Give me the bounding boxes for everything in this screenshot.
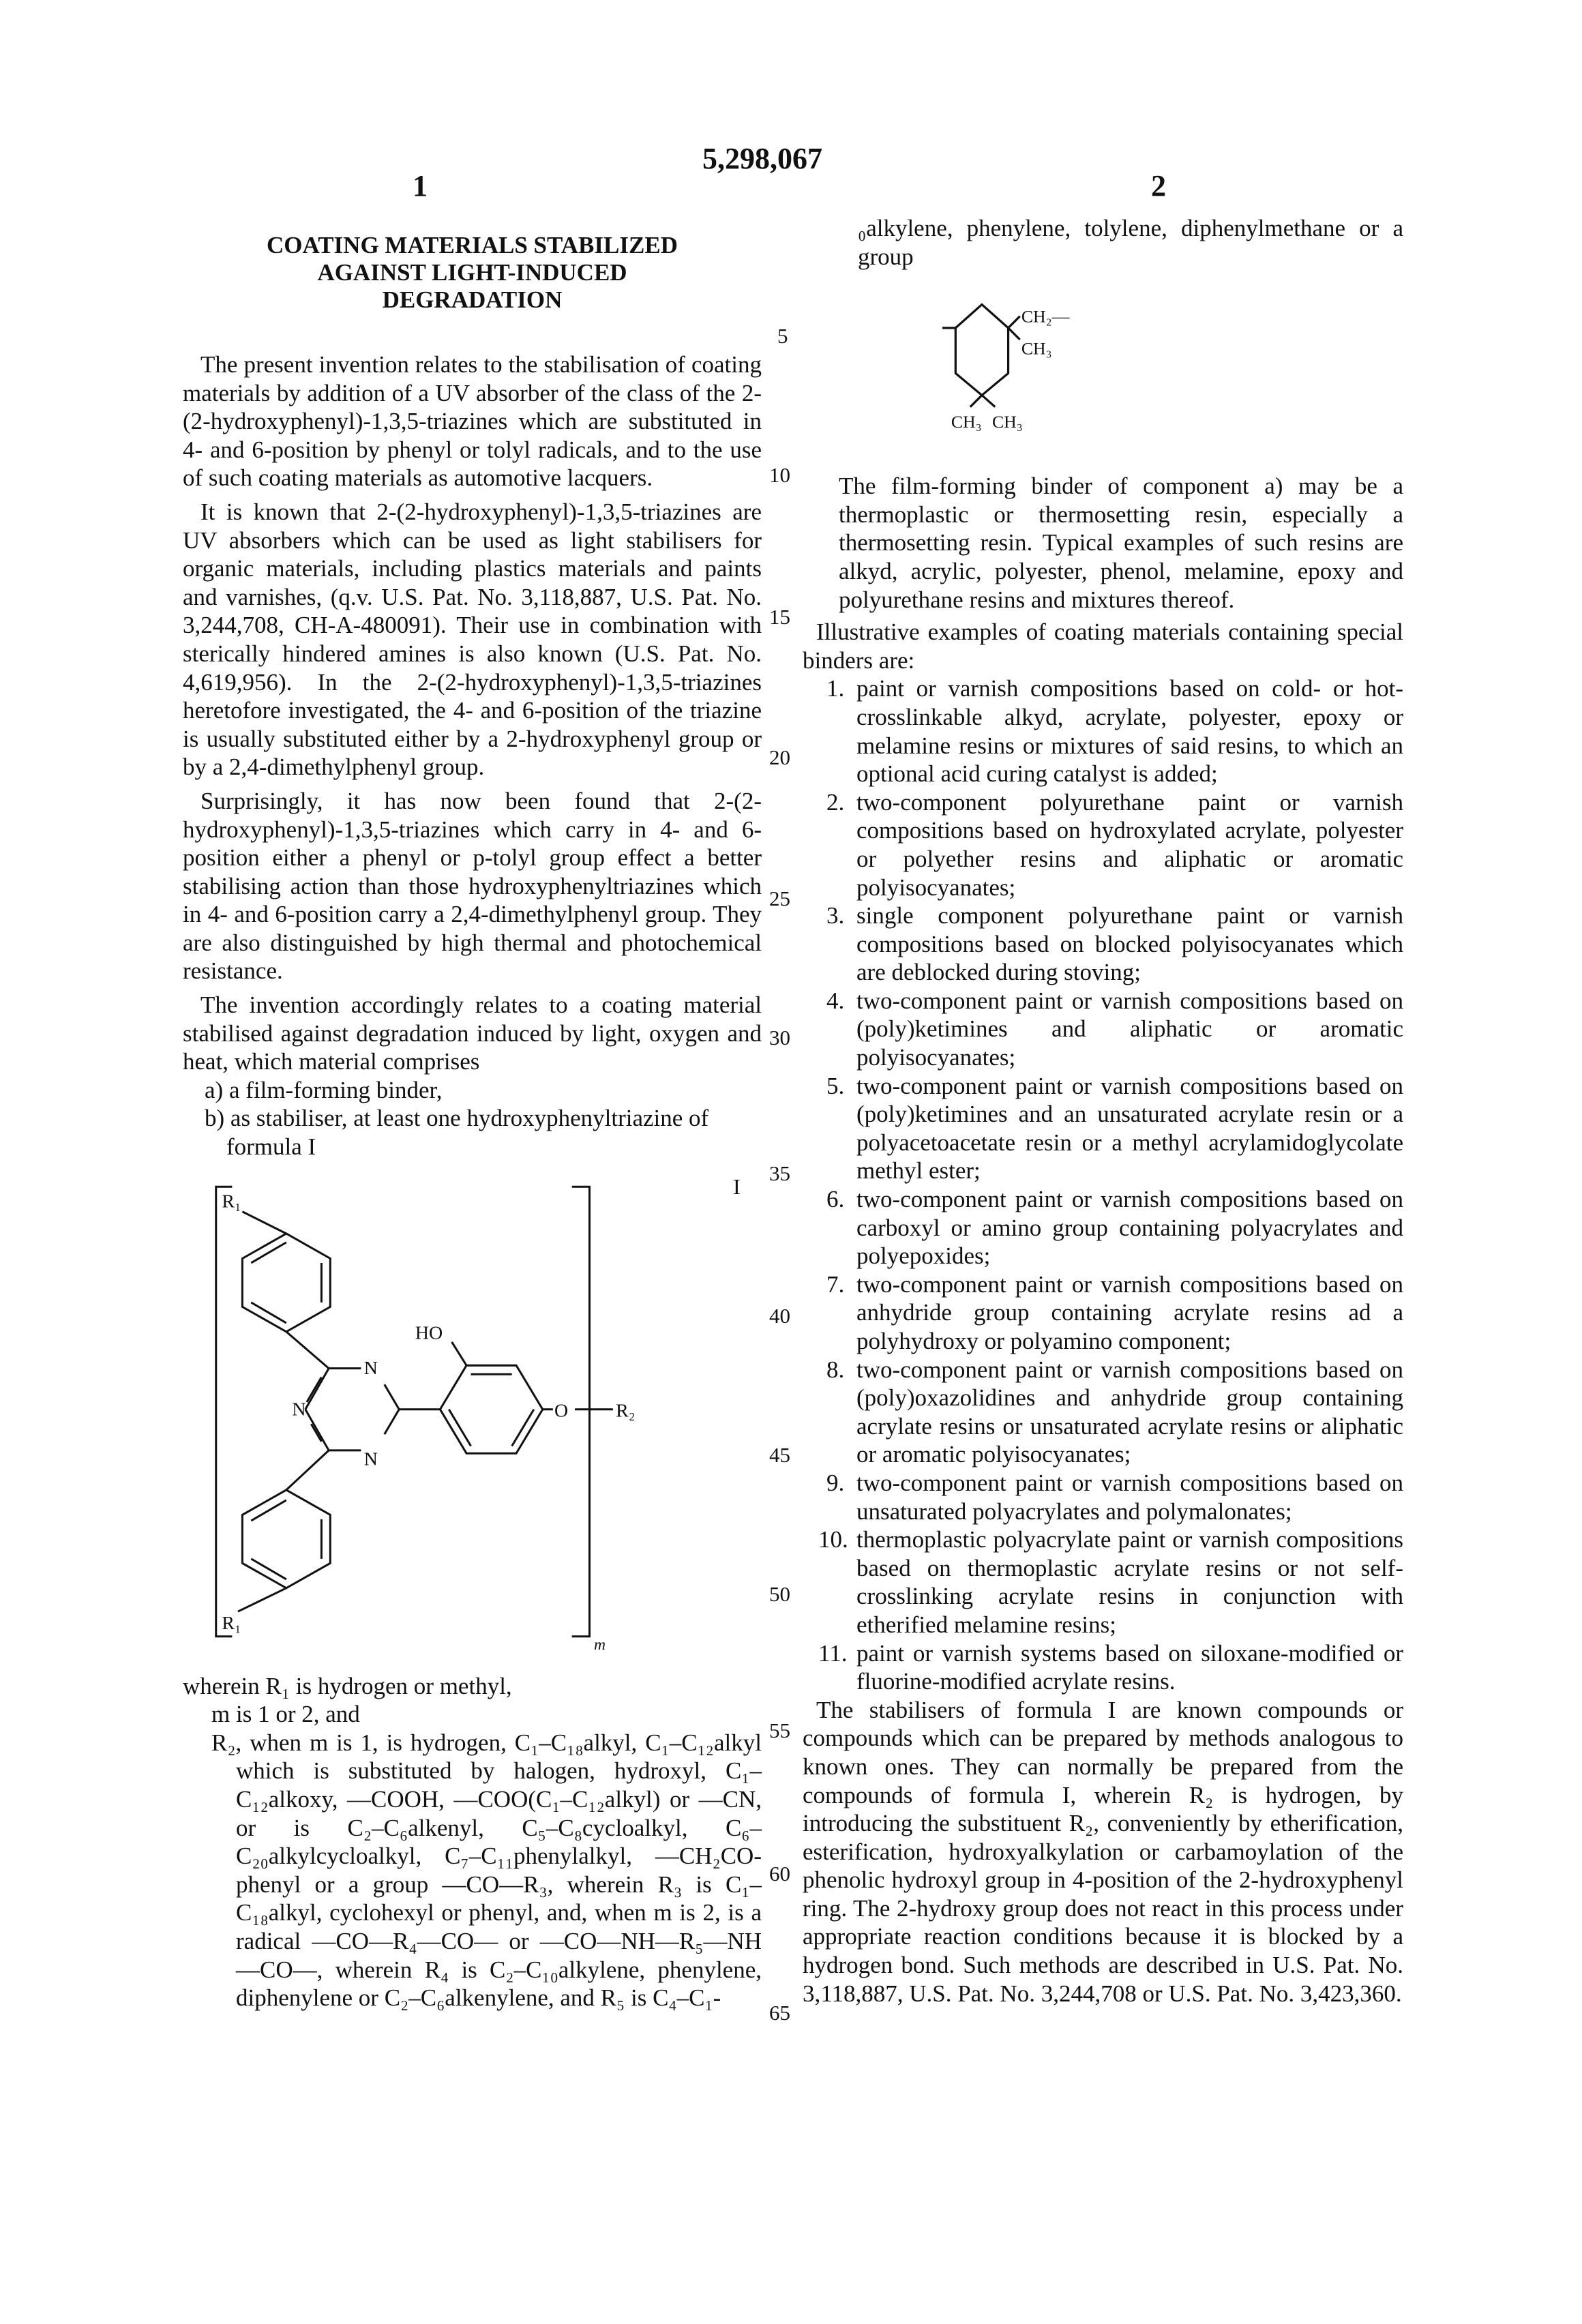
line-number: 45 xyxy=(769,1441,790,1470)
paragraph-invention: The invention accordingly relates to a coating material stabilised against degradation induced by light, oxygen and heat, which material comprises xyxy=(183,991,762,1076)
continued-definition: ₀alkylene, phenylene, tolylene, diphenylmethane or a group xyxy=(803,214,1403,271)
line-number: 35 xyxy=(769,1159,790,1188)
formula-ho: HO xyxy=(415,1322,443,1343)
paragraph-binder: The film-forming binder of component a) may be a thermoplastic or thermosetting resin, especially a thermosetting resin. Typical examples of such resins are alkyd, acrylic, polyester, phenol, melamine, epoxy and polyurethane resins and mixtures thereof. xyxy=(839,472,1403,614)
list-item: 4. two-component paint or varnish compositions based on (poly)ketimines and aliphatic or aromatic polyisocyanates; xyxy=(826,987,1403,1072)
column-number-left: 1 xyxy=(413,172,428,200)
formula-m: m xyxy=(594,1636,606,1654)
binder-list xyxy=(826,674,1403,1695)
list-item: 1. paint or varnish compositions based on cold- or hot-crosslinkable alkyd, acrylate, polyester, epoxy or melamine resins or mixtures of said resins, to which an optional acid curing catalyst is added; xyxy=(826,674,1403,788)
line-number: 60 xyxy=(769,1860,790,1888)
right-column xyxy=(803,214,1403,2008)
paragraph-prior-art: It is known that 2-(2-hydroxyphenyl)-1,3,5-triazines are UV absorbers which can be used as light stabilisers for organic materials, including plastics materials and paints and varnishes, (q.v. U.S. Pat. No. 3,118,887, U.S. Pat. No. 3,244,708, CH-A-480091). Their use in combination with sterically hindered amines is also known (U.S. Pat. No. 4,619,956). In the 2-(2-hydroxyphenyl)-1,3,5-triazines heretofore investigated, the 4- and 6-position of the triazine is usually substituted either by a 2-hydroxyphenyl group or by a 2,4-dimethylphenyl group. xyxy=(183,498,762,781)
paragraph-finding: Surprisingly, it has now been found that 2-(2-hydroxyphenyl)-1,3,5-triazines which carry in 4- and 6-position either a phenyl or p-tolyl group effect a better stabilising action than those hydroxyphenyltriazines which in 4- and 6-position carry a 2,4-dimethylphenyl group. They are also distinguished by high thermal and photochemical resistance. xyxy=(183,787,762,985)
paragraph-examples-intro: Illustrative examples of coating materials containing special binders are: xyxy=(803,618,1403,674)
list-item: 11. paint or varnish systems based on siloxane-modified or fluorine-modified acrylate resins. xyxy=(826,1639,1403,1696)
formula-n3: N xyxy=(364,1448,378,1470)
formula-i-structure xyxy=(169,1175,762,1658)
group-ch2: CH₂— xyxy=(1021,306,1070,326)
formula-n1: N xyxy=(364,1358,378,1379)
list-item: 7. two-component paint or varnish compositions based on anhydride group containing acrylate resins ad a polyhydroxy or polyamino component; xyxy=(826,1270,1403,1356)
definition-r1: wherein R₁ is hydrogen or methyl, xyxy=(183,1672,762,1701)
list-item: 3. single component polyurethane paint or varnish compositions based on blocked polyisocyanates which are deblocked during stoving; xyxy=(826,902,1403,987)
bottom-phenyl-ring xyxy=(242,1490,330,1588)
item-b: b) as stabiliser, at least one hydroxyphenyltriazine of formula I xyxy=(205,1104,723,1161)
line-number: 65 xyxy=(769,1999,790,2027)
column-number-right: 2 xyxy=(1151,172,1166,200)
formula-r1-top: R₁ xyxy=(222,1191,241,1212)
right-bracket xyxy=(572,1187,590,1636)
hydroxyphenyl-ring xyxy=(440,1365,542,1453)
group-ch3-bottom-right: CH₃ xyxy=(992,412,1023,432)
line-number: 5 xyxy=(777,322,788,351)
paragraph-stabilisers: The stabilisers of formula I are known compounds or compounds which can be prepared by methods analogous to known ones. They can normally be prepared from the compounds of formula I, wherein R₂ is hydrogen, by introducing the substituent R₂, conveniently by etherification, esterification, hydroxyalkylation or carbamoylation of the phenolic hydroxyl group in 4-position of the 2-hydroxyphenyl ring. The 2-hydroxy group does not react in this process under appropriate reaction conditions because it is blocked by a hydrogen bond. Such methods are described in U.S. Pat. No. 3,118,887, U.S. Pat. No. 3,244,708 or U.S. Pat. No. 3,423,360. xyxy=(803,1696,1403,2008)
line-number: 25 xyxy=(769,884,790,913)
item-a: a) a film-forming binder, xyxy=(183,1076,762,1105)
line-number: 15 xyxy=(769,603,790,631)
formula-o: O xyxy=(554,1400,568,1421)
line-number: 30 xyxy=(769,1024,790,1052)
group-ch3-bottom-left: CH₃ xyxy=(951,412,982,432)
group-ch3-right: CH₃ xyxy=(1021,339,1052,359)
line-number: 40 xyxy=(769,1302,790,1330)
document-title: COATING MATERIALS STABILIZED AGAINST LIGHT-INDUCED DEGRADATION xyxy=(183,232,762,314)
list-item: 5. two-component paint or varnish compositions based on (poly)ketimines and an unsaturated acrylate resin or a polyacetoacetate resin or a methyl acrylamidoglycolate methyl ester; xyxy=(826,1072,1403,1185)
left-column xyxy=(183,232,762,2012)
patent-number: 5,298,067 xyxy=(702,145,822,173)
line-number: 10 xyxy=(769,461,790,490)
line-number: 55 xyxy=(769,1716,790,1745)
line-number: 20 xyxy=(769,743,790,772)
definition-r2: R₂, when m is 1, is hydrogen, C₁–C₁₈alkyl, C₁–C₁₂alkyl which is substituted by halogen, hydroxyl, C₁–C₁₂alkoxy, —COOH, —COO(C₁–C₁₂alkyl) or —CN, or is C₂–C₆alkenyl, C₅–C₈cycloalkyl, C₆–C₂₀alkylcycloalkyl, C₇–C₁₁phenylalkyl, —CH₂CO-phenyl or a group —CO—R₃, wherein R₃ is C₁–C₁₈alkyl, cyclohexyl or phenyl, and, when m is 2, is a radical —CO—R₄—CO— or —CO—NH—R₅—NH—CO—, wherein R₄ is C₂–C₁₀alkylene, phenylene, diphenylene or C₂–C₆alkenylene, and R₅ is C₄–C₁- xyxy=(211,1729,762,2012)
paragraph-intro: The present invention relates to the stabilisation of coating materials by addition of a UV absorber of the class of the 2-(2-hydroxyphenyl)-1,3,5-triazines which are substituted in 4- and 6-position by phenyl or tolyl radicals, and to the use of such coating materials as automotive lacquers. xyxy=(183,351,762,492)
list-item: 10. thermoplastic polyacrylate paint or varnish compositions based on thermoplastic acrylate resins or not self-crosslinking acrylate resins in conjunction with etherified melamine resins; xyxy=(826,1525,1403,1639)
list-item: 9. two-component paint or varnish compositions based on unsaturated polyacrylates and polymalonates; xyxy=(826,1469,1403,1525)
formula-n2: N xyxy=(292,1399,305,1420)
left-bracket xyxy=(216,1187,233,1636)
formula-label: I xyxy=(733,1175,741,1199)
formula-r1-bottom: R₁ xyxy=(222,1613,241,1634)
formula-r2: R₂ xyxy=(616,1400,635,1421)
list-item: 6. two-component paint or varnish compositions based on carboxyl or amino group containing polyacrylates and polyepoxides; xyxy=(826,1185,1403,1270)
definition-m: m is 1 or 2, and xyxy=(183,1700,762,1729)
list-item: 2. two-component polyurethane paint or varnish compositions based on hydroxylated acrylate, polyester or polyether resins and aliphatic or aromatic polyisocyanates; xyxy=(826,788,1403,902)
top-phenyl-ring xyxy=(242,1234,330,1332)
line-number: 50 xyxy=(769,1580,790,1609)
trimethylcyclohexyl-group xyxy=(932,291,1093,438)
list-item: 8. two-component paint or varnish compositions based on (poly)oxazolidines and anhydride group containing acrylate resins or unsaturated acrylate resins or aliphatic or aromatic polyisocyanates; xyxy=(826,1356,1403,1469)
